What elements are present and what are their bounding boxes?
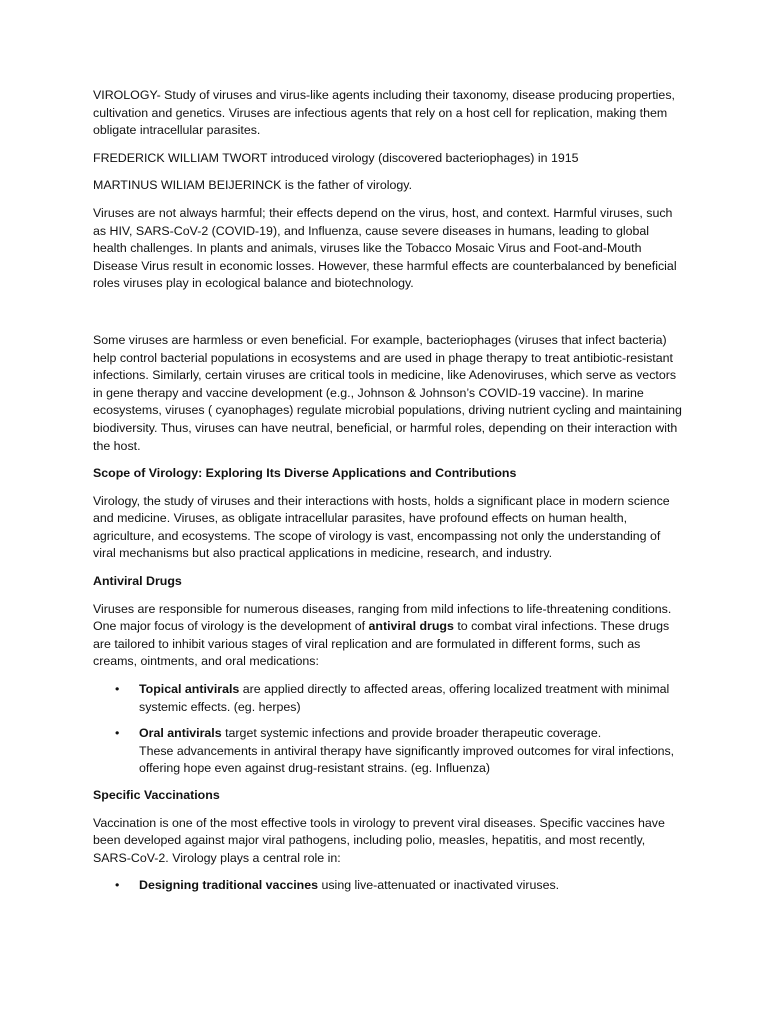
designing-vaccines-bold: Designing traditional vaccines (139, 878, 319, 893)
bullet-icon: • (115, 878, 120, 893)
antiviral-text-b: to combat viral infections. These drugs are tailored to inhibit various stages of viral replication and are formulated in different forms, such as creams, ointments, and oral medications: (93, 619, 670, 669)
paragraph-harmful-viruses: Viruses are not always harmful; their effects depend on the virus, host, and context. Harmful viruses, such as HIV, SARS-CoV-2 (COVID-19), and Influenza, cause severe diseases in humans, leading to global health challenges. In plants and animals, viruses like the Tobacco Mosaic Virus and Foot-and-Mouth Disease Virus result in economic losses. However, these harmful effects are counterbalanced by beneficial roles viruses play in ecological balance and biotechnology. (93, 205, 677, 291)
heading-specific-vaccinations: Specific Vaccinations (93, 788, 220, 802)
list-item-oral (93, 725, 683, 778)
paragraph-beneficial-viruses: Some viruses are harmless or even beneficial. For example, bacteriophages (viruses that infect bacteria) help control bacterial populations in ecosystems and are used in phage therapy to treat antibiotic-resistant infections. Similarly, certain viruses are critical tools in medicine, like Adenoviruses, which serve as vectors in gene therapy and vaccine development (e.g., Johnson & Johnson’s COVID-19 vaccine). In marine ecosystems, viruses ( cyanophages) regulate microbial populations, driving nutrient cycling and maintaining biodiversity. Thus, viruses can have neutral, beneficial, or harmful roles, depending on their interaction with the host. (93, 332, 682, 453)
blank-line (93, 303, 683, 332)
list-item-topical (93, 681, 683, 716)
bullet-icon: • (115, 682, 120, 697)
oral-antivirals-bold: Oral antivirals (139, 726, 222, 741)
antiviral-drugs-bold: antiviral drugs (368, 619, 454, 634)
paragraph-scope: Virology, the study of viruses and their interactions with hosts, holds a significant place in modern science and medicine. Viruses, as obligate intracellular parasites, have profound effects on human health, agriculture, and ecosystems. The scope of virology is vast, encompassing not only the understanding of viral mechanisms but also practical applications in medicine, research, and industry. (93, 493, 670, 561)
paragraph-vaccination: Vaccination is one of the most effective tools in virology to prevent viral diseases. Specific vaccines have been developed against major viral pathogens, including polio, measles, hepatitis, and most recently, SARS-CoV-2. Virology plays a central role in: (93, 815, 665, 865)
bullet-icon: • (115, 726, 120, 741)
oral-antivirals-text: target systemic infections and provide broader therapeutic coverage. (221, 726, 602, 741)
paragraph-antiviral-drugs (93, 601, 683, 671)
document-body (93, 87, 683, 904)
antiviral-text-a: Viruses are responsible for numerous diseases, ranging from mild infections to life-threatening conditions. One major focus of virology is the development of (93, 601, 672, 634)
vaccine-list (93, 877, 683, 895)
topical-antivirals-text: are applied directly to affected areas, offering localized treatment with minimal systemic effects. (eg. herpes) (139, 682, 670, 714)
paragraph-virology-definition: VIROLOGY- Study of viruses and virus-like agents including their taxonomy, disease producing properties, cultivation and genetics. Viruses are infectious agents that rely on a host cell for replication, making them obligate intracellular parasites. (93, 88, 675, 138)
designing-vaccines-text: using live-attenuated or inactivated viruses. (318, 878, 560, 893)
paragraph-twort: FREDERICK WILLIAM TWORT introduced virology (discovered bacteriophages) in 1915 (93, 150, 579, 165)
oral-antivirals-text-continued: These advancements in antiviral therapy have significantly improved outcomes for viral infections, offering hope even against drug-resistant strains. (eg. Influenza) (139, 743, 675, 776)
antiviral-list (93, 681, 683, 778)
heading-scope-of-virology: Scope of Virology: Exploring Its Diverse Applications and Contributions (93, 466, 517, 481)
list-item-designing-vaccines (93, 877, 683, 895)
heading-antiviral-drugs: Antiviral Drugs (93, 574, 182, 589)
paragraph-beijerinck: MARTINUS WILIAM BEIJERINCK is the father of virology. (93, 178, 413, 193)
topical-antivirals-bold: Topical antivirals (139, 682, 240, 697)
